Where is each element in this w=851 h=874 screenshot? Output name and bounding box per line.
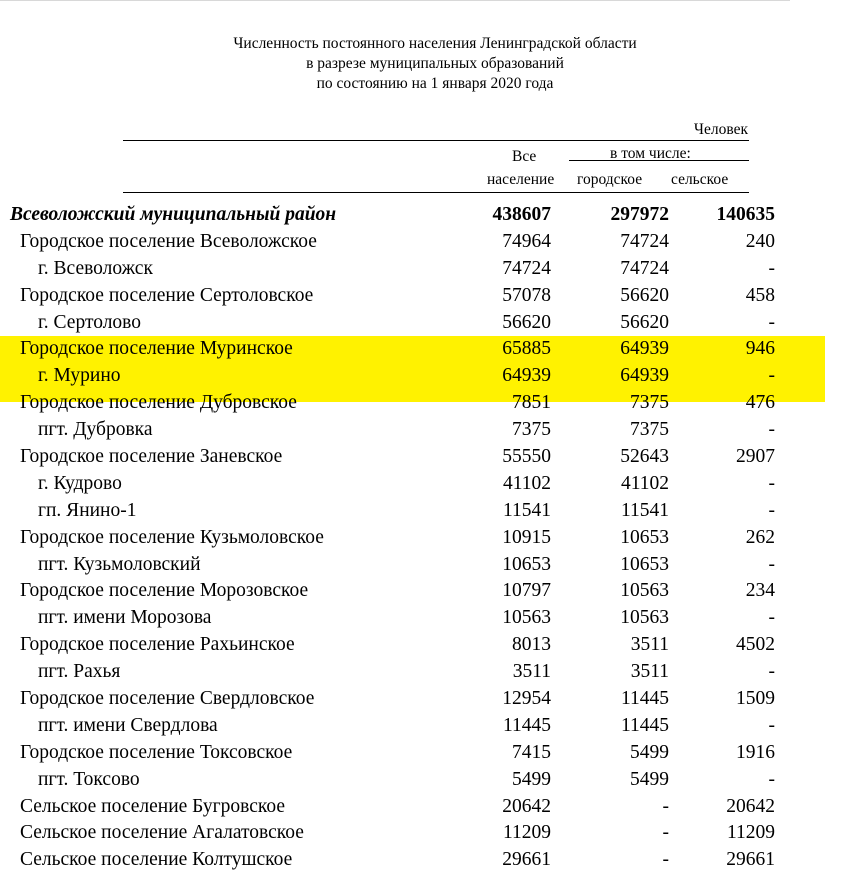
row-rural: 946 [745, 338, 775, 360]
row-total: 7375 [512, 419, 551, 441]
row-total: 438607 [492, 204, 551, 225]
table-row [0, 847, 851, 874]
header-total-line-1: Все [512, 148, 537, 165]
table-row [0, 767, 851, 794]
row-urban: 10653 [620, 553, 669, 575]
row-total: 5499 [512, 768, 551, 790]
row-name: Сельское поселение Колтушское [20, 849, 293, 871]
row-name: Всеволожский муниципальный район [10, 204, 337, 225]
row-rural: 240 [745, 230, 775, 252]
row-name: Городское поселение Токсовское [20, 741, 293, 763]
table-row [0, 202, 851, 229]
row-urban: 74724 [620, 230, 669, 252]
row-urban: 56620 [620, 284, 669, 306]
row-urban: 52643 [620, 446, 669, 468]
row-urban: 11445 [620, 714, 669, 736]
row-total: 41102 [502, 472, 551, 494]
table-row [0, 336, 851, 363]
table-row [0, 310, 851, 337]
row-urban: 41102 [620, 472, 669, 494]
row-name: г. Всеволожск [38, 257, 153, 279]
header-rural: сельское [671, 171, 729, 188]
row-rural: 11209 [726, 822, 775, 844]
row-name: Городское поселение Муринское [20, 338, 293, 360]
row-urban: 7375 [630, 419, 669, 441]
table-row [0, 363, 851, 390]
row-rural: - [768, 607, 775, 629]
table-row [0, 283, 851, 310]
row-rural: - [768, 419, 775, 441]
row-urban: 64939 [620, 338, 669, 360]
title-line-3: по состоянию на 1 января 2020 года [316, 75, 554, 92]
row-total: 20642 [502, 795, 551, 817]
row-rural: - [768, 365, 775, 387]
row-name: Городское поселение Сертоловское [20, 284, 314, 306]
row-name: пгт. Рахья [38, 661, 121, 683]
row-total: 64939 [502, 365, 551, 387]
table-row [0, 390, 851, 417]
row-rural: - [768, 768, 775, 790]
row-rural: 29661 [726, 849, 775, 871]
row-name: Городское поселение Рахьинское [20, 634, 295, 656]
row-name: Сельское поселение Бугровское [20, 795, 286, 817]
table-row [0, 498, 851, 525]
row-urban: 10563 [620, 580, 669, 602]
row-urban: 3511 [630, 634, 669, 656]
row-rural: 458 [745, 284, 775, 306]
row-name: пгт. Кузьмоловский [38, 553, 201, 575]
row-urban: 11541 [620, 499, 669, 521]
title-line-1: Численность постоянного населения Ленинградской области [233, 35, 637, 52]
row-urban: 56620 [620, 311, 669, 333]
table-row [0, 820, 851, 847]
row-total: 65885 [502, 338, 551, 360]
row-rural: - [768, 661, 775, 683]
header-including: в том числе: [610, 145, 691, 162]
row-name: г. Мурино [38, 365, 121, 387]
row-rural: - [768, 499, 775, 521]
row-total: 74964 [502, 230, 551, 252]
table-row [0, 686, 851, 713]
top-border-line [0, 0, 790, 1]
row-total: 11445 [502, 714, 551, 736]
population-table [0, 202, 851, 874]
row-urban: 5499 [630, 741, 669, 763]
table-row [0, 794, 851, 821]
row-name: Городское поселение Заневское [20, 446, 283, 468]
table-row [0, 525, 851, 552]
row-total: 10563 [502, 607, 551, 629]
table-row [0, 256, 851, 283]
row-name: Сельское поселение Агалатовское [20, 822, 304, 844]
header-urban: городское [577, 171, 643, 188]
row-total: 11209 [502, 822, 551, 844]
row-total: 10653 [502, 553, 551, 575]
row-urban: - [662, 822, 669, 844]
row-rural: - [768, 472, 775, 494]
row-total: 74724 [502, 257, 551, 279]
table-row [0, 578, 851, 605]
row-rural: - [768, 714, 775, 736]
row-total: 29661 [502, 849, 551, 871]
row-name: Городское поселение Всеволожское [20, 230, 317, 252]
row-rural: 1916 [736, 741, 775, 763]
header-bottom-rule [123, 192, 749, 193]
row-urban: 3511 [630, 661, 669, 683]
row-name: г. Кудрово [38, 472, 122, 494]
row-urban: 297972 [610, 204, 669, 225]
row-total: 12954 [502, 688, 551, 710]
row-name: Городское поселение Свердловское [20, 688, 315, 710]
row-total: 10915 [502, 526, 551, 548]
row-urban: - [662, 795, 669, 817]
row-name: пгт. Токсово [38, 768, 140, 790]
row-name: пгт. Дубровка [38, 419, 153, 441]
row-urban: 74724 [620, 257, 669, 279]
row-total: 55550 [502, 446, 551, 468]
row-rural: 262 [745, 526, 775, 548]
row-total: 11541 [502, 499, 551, 521]
row-total: 10797 [502, 580, 551, 602]
row-rural: - [768, 257, 775, 279]
row-name: Городское поселение Кузьмоловское [20, 526, 324, 548]
row-name: Городское поселение Морозовское [20, 580, 309, 602]
row-total: 3511 [512, 661, 551, 683]
row-rural: 20642 [726, 795, 775, 817]
row-rural: 1509 [736, 688, 775, 710]
table-row [0, 605, 851, 632]
title-line-2: в разрезе муниципальных образований [306, 55, 564, 72]
row-rural: 140635 [716, 204, 775, 225]
row-urban: 64939 [620, 365, 669, 387]
row-name: пгт. имени Свердлова [38, 714, 218, 736]
table-row [0, 552, 851, 579]
row-urban: 10563 [620, 607, 669, 629]
table-row [0, 632, 851, 659]
row-total: 7415 [512, 741, 551, 763]
row-urban: 7375 [630, 392, 669, 414]
row-rural: - [768, 553, 775, 575]
row-rural: 234 [745, 580, 775, 602]
row-rural: 476 [745, 392, 775, 414]
row-urban: 10653 [620, 526, 669, 548]
header-total-line-2: население [487, 171, 555, 188]
row-urban: - [662, 849, 669, 871]
row-rural: 4502 [736, 634, 775, 656]
table-row [0, 417, 851, 444]
table-row [0, 659, 851, 686]
row-rural: - [768, 311, 775, 333]
row-name: пгт. имени Морозова [38, 607, 212, 629]
header-top-rule [123, 140, 749, 141]
row-total: 56620 [502, 311, 551, 333]
row-urban: 5499 [630, 768, 669, 790]
row-urban: 11445 [620, 688, 669, 710]
row-rural: 2907 [736, 446, 775, 468]
row-total: 7851 [512, 392, 551, 414]
unit-label: Человек [693, 121, 748, 138]
row-name: г. Сертолово [38, 311, 142, 333]
row-name: гп. Янино-1 [38, 499, 137, 521]
table-row [0, 713, 851, 740]
row-total: 8013 [512, 634, 551, 656]
table-row [0, 229, 851, 256]
table-row [0, 444, 851, 471]
row-total: 57078 [502, 284, 551, 306]
row-name: Городское поселение Дубровское [20, 392, 297, 414]
table-row [0, 471, 851, 498]
document-title [120, 34, 750, 94]
table-row [0, 740, 851, 767]
